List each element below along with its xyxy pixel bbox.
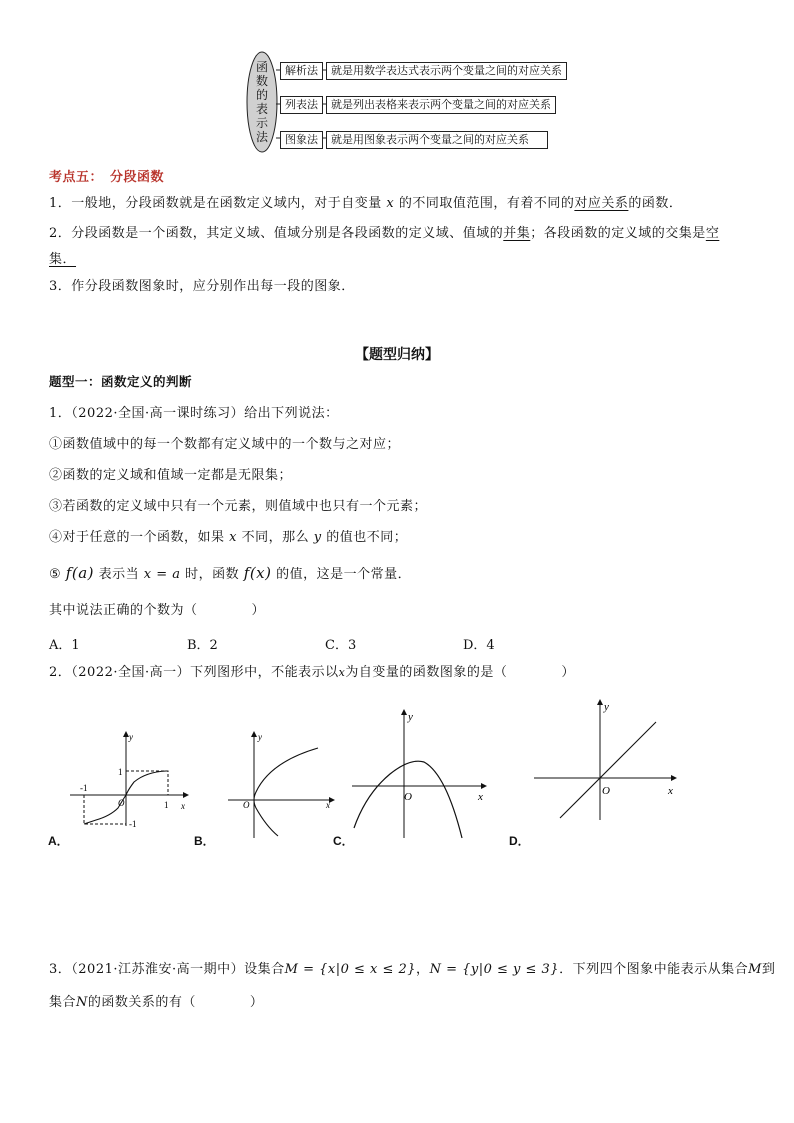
graph-a-tick-x1: 1: [164, 800, 169, 810]
graph-b-origin: O: [243, 800, 250, 810]
graph-b-curve: [254, 748, 318, 836]
desc-table: 就是列出表格来表示两个变量之间的对应关系: [326, 96, 556, 114]
method-table: 列表法: [280, 96, 323, 114]
graph-c[interactable]: [346, 704, 496, 840]
summary-title: 【题型归纳】: [355, 347, 439, 363]
q1-statement-4: ④对于任意的一个函数，如果 x 不同，那么 y 的值也不同；: [49, 530, 408, 545]
section5-p1: 1．一般地，分段函数就是在函数定义域内，对于自变量 x 的不同取值范围，有着不同的对应关系的函数．: [49, 196, 683, 211]
graph-c-origin: O: [404, 791, 412, 803]
graph-d-origin: O: [602, 785, 610, 797]
desc-analytic: 就是用数学表达式表示两个变量之间的对应关系: [326, 62, 567, 80]
graph-a[interactable]: [66, 728, 198, 832]
graph-a-tick-xneg1: -1: [80, 783, 88, 793]
q2-stem: 2．（2022·全国·高一）下列图形中，不能表示以x为自变量的函数图象的是（ ）: [49, 665, 575, 680]
q1-statement-5: ⑤ f(a) 表示当 x = a 时，函数 f(x) 的值，这是一个常量．: [49, 564, 412, 582]
q2-option-c-label[interactable]: C．: [333, 834, 354, 848]
center-label: 函数的表示法: [255, 60, 268, 144]
graph-a-y-label: y: [129, 732, 133, 742]
section5-p3: 3．作分段函数图象时，应分别作出每一段的图象．: [49, 279, 355, 294]
graph-a-curve: [84, 771, 166, 824]
desc-graph: 就是用图象表示两个变量之间的对应关系: [326, 131, 548, 149]
q1-statement-3: ③若函数的定义域中只有一个元素，则值域中也只有一个元素；: [49, 499, 428, 514]
q3-stem-line1: 3．（2021·江苏淮安·高一期中）设集合M = {x|0 ≤ x ≤ 2}，N = {y|0 ≤ y ≤ 3}．下列四个图象中能表示从集合M到: [49, 962, 776, 977]
graph-b-y-label: y: [258, 732, 262, 742]
q3-stem-line2: 集合N的函数关系的有（ ）: [49, 995, 264, 1010]
graph-c-x-label: x: [478, 791, 483, 803]
graph-a-tick-yneg1: -1: [129, 819, 137, 829]
graph-d-line: [560, 722, 656, 818]
graph-d-y-label: y: [604, 701, 609, 713]
method-graph: 图象法: [280, 131, 323, 149]
q1-statement-2: ②函数的定义域和值域一定都是无限集；: [49, 468, 293, 483]
method-analytic: 解析法: [280, 62, 323, 80]
q1-option-d[interactable]: D．4: [463, 638, 495, 653]
section5-p2-cont: 集．: [49, 252, 77, 267]
q1-stem: 1．（2022·全国·高一课时练习）给出下列说法：: [49, 406, 339, 421]
graph-a-origin: O: [118, 798, 125, 808]
type1-heading: 题型一：函数定义的判断: [49, 374, 193, 389]
graph-d[interactable]: [530, 696, 686, 824]
q1-option-b[interactable]: B．2: [187, 638, 218, 653]
q2-option-d-label[interactable]: D．: [509, 834, 530, 848]
q1-option-a[interactable]: A．1: [49, 638, 80, 653]
graph-b[interactable]: [222, 726, 342, 842]
graph-d-x-label: x: [668, 785, 673, 797]
graph-c-y-label: y: [408, 711, 413, 723]
q1-statement-1: ①函数值域中的每一个数都有定义域中的一个数与之对应；: [49, 437, 401, 452]
q2-option-a-label[interactable]: A．: [48, 834, 69, 848]
q2-option-b-label[interactable]: B．: [194, 834, 215, 848]
graph-a-tick-y1: 1: [118, 767, 123, 777]
q1-ask: 其中说法正确的个数为（ ）: [49, 603, 266, 618]
graph-a-x-label: x: [181, 801, 185, 811]
section5-p2: 2．分段函数是一个函数，其定义域、值域分别是各段函数的定义域、值域的并集；各段函数的定义域的交集是空: [49, 226, 720, 241]
q1-option-c[interactable]: C．3: [325, 638, 357, 653]
graph-b-x-label: x: [326, 800, 330, 810]
section5-heading: 考点五： 分段函数: [49, 170, 165, 185]
